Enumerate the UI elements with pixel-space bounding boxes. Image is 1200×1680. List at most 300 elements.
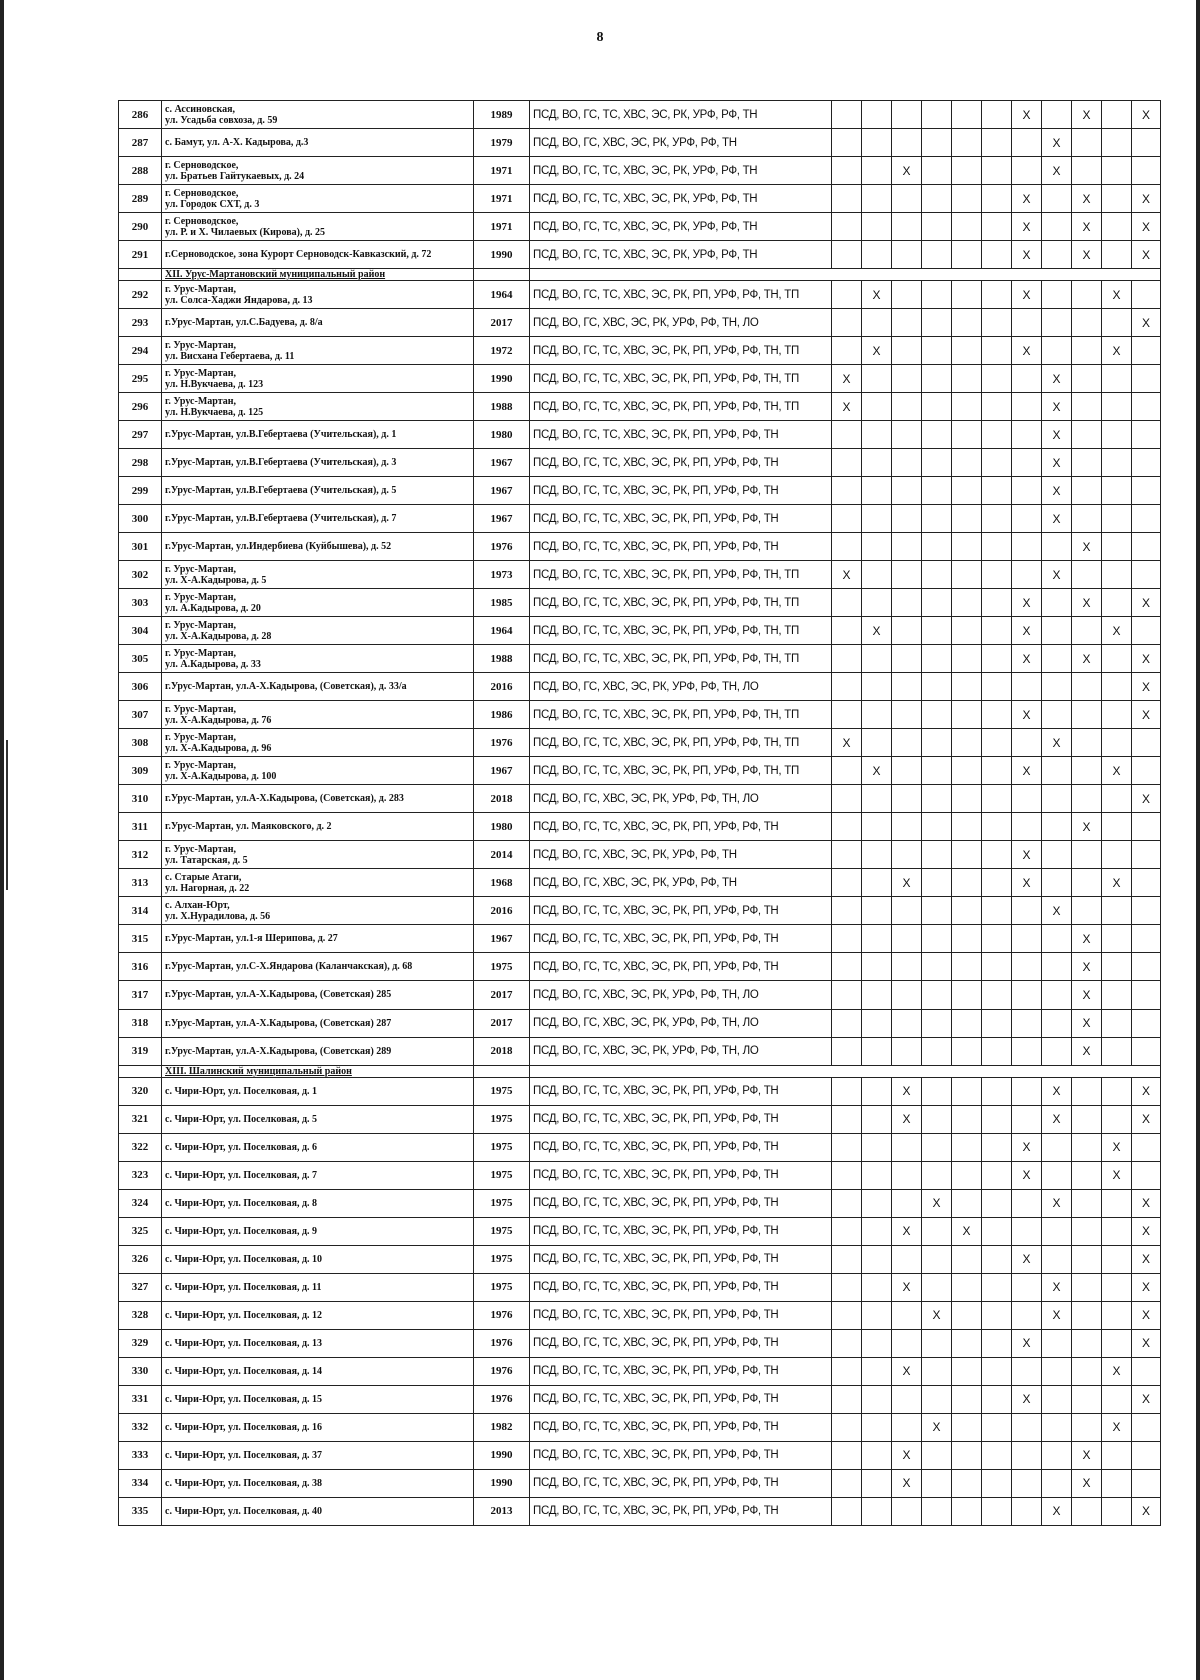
mark-cell xyxy=(952,1385,982,1413)
mark-cell xyxy=(862,813,892,841)
year-cell: 1967 xyxy=(474,925,530,953)
x-mark: X xyxy=(892,1077,922,1105)
address-cell xyxy=(162,365,474,393)
x-mark: X xyxy=(1072,185,1102,213)
mark-cell xyxy=(922,1037,952,1065)
mark-cell xyxy=(922,129,952,157)
mark-cell xyxy=(832,869,862,897)
mark-cell xyxy=(982,1469,1012,1497)
mark-cell xyxy=(1072,617,1102,645)
mark-cell xyxy=(832,1273,862,1301)
mark-cell xyxy=(952,589,982,617)
works-list-cell: ПСД, ВО, ГС, ТС, ХВС, ЭС, РК, РП, УРФ, РФ, ТН xyxy=(530,533,832,561)
x-mark: X xyxy=(1132,785,1161,813)
mark-cell xyxy=(862,785,892,813)
x-mark: X xyxy=(862,617,892,645)
row-number: 300 xyxy=(119,505,162,533)
mark-cell xyxy=(1102,505,1132,533)
x-mark: X xyxy=(1132,1245,1161,1273)
row-number: 325 xyxy=(119,1217,162,1245)
address-line: с. Алхан-Юрт, xyxy=(165,899,230,911)
x-mark: X xyxy=(1042,477,1072,505)
mark-cell xyxy=(892,561,922,589)
mark-cell xyxy=(952,1273,982,1301)
address-line: г. Серноводское, xyxy=(165,187,239,199)
row-number: 335 xyxy=(119,1497,162,1525)
housing-register-table xyxy=(118,100,1161,1526)
mark-cell xyxy=(1042,589,1072,617)
x-mark: X xyxy=(922,1301,952,1329)
mark-cell xyxy=(832,785,862,813)
mark-cell xyxy=(922,309,952,337)
x-mark: X xyxy=(1072,813,1102,841)
year-cell: 1979 xyxy=(474,129,530,157)
works-list-cell: ПСД, ВО, ГС, ТС, ХВС, ЭС, РК, УРФ, РФ, ТН xyxy=(530,185,832,213)
x-mark: X xyxy=(1042,449,1072,477)
x-mark: X xyxy=(1132,101,1161,129)
mark-cell xyxy=(1012,505,1042,533)
mark-cell xyxy=(1072,1413,1102,1441)
works-list-cell: ПСД, ВО, ГС, ТС, ХВС, ЭС, РК, РП, УРФ, РФ, ТН, ТП xyxy=(530,701,832,729)
x-mark: X xyxy=(1102,337,1132,365)
year-cell: 1976 xyxy=(474,1329,530,1357)
address-line: г.Урус-Мартан, ул.В.Гебертаева (Учительская), д. 3 xyxy=(165,457,397,469)
mark-cell xyxy=(982,785,1012,813)
row-number: 320 xyxy=(119,1077,162,1105)
mark-cell xyxy=(982,561,1012,589)
mark-cell xyxy=(1072,897,1102,925)
mark-cell xyxy=(982,953,1012,981)
x-mark: X xyxy=(1012,101,1042,129)
mark-cell xyxy=(892,185,922,213)
mark-cell xyxy=(1072,1217,1102,1245)
mark-cell xyxy=(982,813,1012,841)
mark-cell xyxy=(952,561,982,589)
year-cell: 2016 xyxy=(474,897,530,925)
mark-cell xyxy=(982,757,1012,785)
mark-cell xyxy=(1012,813,1042,841)
mark-cell xyxy=(832,953,862,981)
mark-cell xyxy=(862,157,892,185)
mark-cell xyxy=(892,1385,922,1413)
mark-cell xyxy=(1072,1497,1102,1525)
mark-cell xyxy=(832,1329,862,1357)
mark-cell xyxy=(862,1189,892,1217)
mark-cell xyxy=(1072,869,1102,897)
mark-cell xyxy=(982,185,1012,213)
table-row xyxy=(119,1329,1161,1357)
mark-cell xyxy=(832,281,862,309)
mark-cell xyxy=(862,1037,892,1065)
row-number: 329 xyxy=(119,1329,162,1357)
x-mark: X xyxy=(1012,185,1042,213)
mark-cell xyxy=(832,213,862,241)
x-mark: X xyxy=(1042,157,1072,185)
mark-cell xyxy=(922,1133,952,1161)
mark-cell xyxy=(982,1217,1012,1245)
mark-cell xyxy=(832,1413,862,1441)
mark-cell xyxy=(1102,101,1132,129)
table-row xyxy=(119,1105,1161,1133)
mark-cell xyxy=(862,241,892,269)
year-cell: 1976 xyxy=(474,533,530,561)
mark-cell xyxy=(1102,241,1132,269)
mark-cell xyxy=(1042,1133,1072,1161)
works-list-cell: ПСД, ВО, ГС, ХВС, ЭС, РК, УРФ, РФ, ТН xyxy=(530,841,832,869)
mark-cell xyxy=(1102,981,1132,1009)
mark-cell xyxy=(922,1161,952,1189)
works-list-cell: ПСД, ВО, ГС, ТС, ХВС, ЭС, РК, УРФ, РФ, ТН xyxy=(530,213,832,241)
mark-cell xyxy=(1012,1037,1042,1065)
mark-cell xyxy=(982,1161,1012,1189)
table-row xyxy=(119,365,1161,393)
x-mark: X xyxy=(1072,1037,1102,1065)
x-mark: X xyxy=(1072,241,1102,269)
mark-cell xyxy=(1132,365,1161,393)
mark-cell xyxy=(1012,1273,1042,1301)
address-line: г. Серноводское, xyxy=(165,159,239,171)
row-number: 327 xyxy=(119,1273,162,1301)
address-line: ул. Х-А.Кадырова, д. 100 xyxy=(165,770,277,782)
address-line: ул. Р. и Х. Чилаевых (Кирова), д. 25 xyxy=(165,226,326,238)
mark-cell xyxy=(1132,897,1161,925)
address-line: ул. А.Кадырова, д. 20 xyxy=(165,602,261,614)
mark-cell xyxy=(1072,129,1102,157)
x-mark: X xyxy=(1102,869,1132,897)
mark-cell xyxy=(1012,981,1042,1009)
x-mark: X xyxy=(1132,1385,1161,1413)
section-title: XIII. Шалинский муниципальный район xyxy=(162,1065,474,1077)
mark-cell xyxy=(892,813,922,841)
table-row xyxy=(119,1009,1161,1037)
mark-cell xyxy=(1012,1413,1042,1441)
row-number: 287 xyxy=(119,129,162,157)
address-line: с. Чири-Юрт, ул. Поселковая, д. 10 xyxy=(165,1253,323,1265)
mark-cell xyxy=(952,1413,982,1441)
works-list-cell: ПСД, ВО, ГС, ТС, ХВС, ЭС, РК, РП, УРФ, РФ, ТН, ТП xyxy=(530,337,832,365)
row-number: 326 xyxy=(119,1245,162,1273)
row-number: 305 xyxy=(119,645,162,673)
address-line: ул. А.Кадырова, д. 33 xyxy=(165,658,261,670)
x-mark: X xyxy=(1132,1273,1161,1301)
year-cell: 2014 xyxy=(474,841,530,869)
x-mark: X xyxy=(1012,337,1042,365)
mark-cell xyxy=(1072,157,1102,185)
address-line: г. Урус-Мартан, xyxy=(165,647,236,659)
mark-cell xyxy=(832,1357,862,1385)
mark-cell xyxy=(982,645,1012,673)
address-line: г. Урус-Мартан, xyxy=(165,731,236,743)
x-mark: X xyxy=(1132,1301,1161,1329)
works-list-cell: ПСД, ВО, ГС, ТС, ХВС, ЭС, РК, РП, УРФ, РФ, ТН xyxy=(530,1105,832,1133)
row-number: 308 xyxy=(119,729,162,757)
address-cell xyxy=(162,1009,474,1037)
mark-cell xyxy=(892,449,922,477)
row-number: 324 xyxy=(119,1189,162,1217)
mark-cell xyxy=(1072,841,1102,869)
mark-cell xyxy=(952,309,982,337)
mark-cell xyxy=(892,1301,922,1329)
mark-cell xyxy=(1102,673,1132,701)
mark-cell xyxy=(922,953,952,981)
works-list-cell: ПСД, ВО, ГС, ТС, ХВС, ЭС, РК, РП, УРФ, РФ, ТН xyxy=(530,449,832,477)
mark-cell xyxy=(922,645,952,673)
address-line: ул. Висхана Гебертаева, д. 11 xyxy=(165,350,295,362)
x-mark: X xyxy=(1012,1161,1042,1189)
x-mark: X xyxy=(1072,213,1102,241)
x-mark: X xyxy=(1132,185,1161,213)
year-cell: 1982 xyxy=(474,1413,530,1441)
x-mark: X xyxy=(892,157,922,185)
address-cell xyxy=(162,129,474,157)
mark-cell xyxy=(892,673,922,701)
address-line: с. Бамут, ул. А-Х. Кадырова, д.3 xyxy=(165,137,309,149)
x-mark: X xyxy=(1042,365,1072,393)
mark-cell xyxy=(862,1009,892,1037)
mark-cell xyxy=(922,1441,952,1469)
mark-cell xyxy=(1012,129,1042,157)
mark-cell xyxy=(862,213,892,241)
mark-cell xyxy=(1102,1385,1132,1413)
mark-cell xyxy=(982,1301,1012,1329)
row-number: 306 xyxy=(119,673,162,701)
year-cell: 2018 xyxy=(474,1037,530,1065)
mark-cell xyxy=(1042,645,1072,673)
row-number: 298 xyxy=(119,449,162,477)
x-mark: X xyxy=(1072,101,1102,129)
x-mark: X xyxy=(952,1217,982,1245)
mark-cell xyxy=(922,785,952,813)
section-title: XII. Урус-Мартановский муниципальный район xyxy=(162,269,474,281)
mark-cell xyxy=(862,1469,892,1497)
mark-cell xyxy=(832,1301,862,1329)
mark-cell xyxy=(1042,1329,1072,1357)
mark-cell xyxy=(862,1357,892,1385)
row-number: 309 xyxy=(119,757,162,785)
mark-cell xyxy=(1132,869,1161,897)
address-line: г.Урус-Мартан, ул.Индербиева (Куйбышева), д. 52 xyxy=(165,541,392,553)
year-cell: 1975 xyxy=(474,1245,530,1273)
table-row xyxy=(119,393,1161,421)
x-mark: X xyxy=(832,729,862,757)
table-row xyxy=(119,449,1161,477)
section-rest-cell xyxy=(530,269,1161,281)
mark-cell xyxy=(982,1105,1012,1133)
table-row xyxy=(119,421,1161,449)
row-number: 314 xyxy=(119,897,162,925)
table-row xyxy=(119,1245,1161,1273)
row-number: 331 xyxy=(119,1385,162,1413)
mark-cell xyxy=(1102,1105,1132,1133)
address-line: г.Урус-Мартан, ул.А-Х.Кадырова, (Советская) 287 xyxy=(165,1017,392,1029)
address-line: ул. Усадьба совхоза, д. 59 xyxy=(165,114,278,126)
mark-cell xyxy=(982,505,1012,533)
row-number: 310 xyxy=(119,785,162,813)
mark-cell xyxy=(892,1009,922,1037)
mark-cell xyxy=(982,1413,1012,1441)
row-number: 334 xyxy=(119,1469,162,1497)
mark-cell xyxy=(1072,309,1102,337)
mark-cell xyxy=(1042,953,1072,981)
row-number: 322 xyxy=(119,1133,162,1161)
year-cell: 1988 xyxy=(474,645,530,673)
mark-cell xyxy=(1132,1133,1161,1161)
year-cell: 2017 xyxy=(474,1009,530,1037)
mark-cell xyxy=(1012,1469,1042,1497)
mark-cell xyxy=(1102,421,1132,449)
mark-cell xyxy=(862,533,892,561)
mark-cell xyxy=(982,309,1012,337)
mark-cell xyxy=(922,617,952,645)
mark-cell xyxy=(1072,505,1102,533)
mark-cell xyxy=(1102,213,1132,241)
address-cell xyxy=(162,561,474,589)
mark-cell xyxy=(1072,1189,1102,1217)
mark-cell xyxy=(1072,561,1102,589)
mark-cell xyxy=(1102,813,1132,841)
mark-cell xyxy=(1012,897,1042,925)
row-number: 307 xyxy=(119,701,162,729)
address-cell xyxy=(162,1273,474,1301)
mark-cell xyxy=(832,981,862,1009)
address-line: ул. Х-А.Кадырова, д. 96 xyxy=(165,742,272,754)
mark-cell xyxy=(922,981,952,1009)
mark-cell xyxy=(862,729,892,757)
mark-cell xyxy=(1102,185,1132,213)
mark-cell xyxy=(832,1161,862,1189)
mark-cell xyxy=(922,365,952,393)
mark-cell xyxy=(862,645,892,673)
mark-cell xyxy=(862,981,892,1009)
mark-cell xyxy=(832,1469,862,1497)
mark-cell xyxy=(1132,157,1161,185)
mark-cell xyxy=(862,393,892,421)
mark-cell xyxy=(832,185,862,213)
mark-cell xyxy=(1102,841,1132,869)
mark-cell xyxy=(862,1133,892,1161)
address-line: г. Урус-Мартан, xyxy=(165,283,236,295)
address-cell xyxy=(162,213,474,241)
mark-cell xyxy=(1102,1469,1132,1497)
address-line: ул. Н.Вукчаева, д. 123 xyxy=(165,378,264,390)
address-cell xyxy=(162,393,474,421)
address-cell xyxy=(162,841,474,869)
works-list-cell: ПСД, ВО, ГС, ХВС, ЭС, РК, УРФ, РФ, ТН, ЛО xyxy=(530,1009,832,1037)
table-row xyxy=(119,869,1161,897)
mark-cell xyxy=(892,309,922,337)
mark-cell xyxy=(1042,1385,1072,1413)
year-cell: 1973 xyxy=(474,561,530,589)
mark-cell xyxy=(1072,1385,1102,1413)
mark-cell xyxy=(1072,365,1102,393)
mark-cell xyxy=(982,421,1012,449)
mark-cell xyxy=(922,157,952,185)
mark-cell xyxy=(1132,421,1161,449)
address-line: с. Чири-Юрт, ул. Поселковая, д. 6 xyxy=(165,1141,318,1153)
year-cell: 1975 xyxy=(474,1105,530,1133)
row-number: 315 xyxy=(119,925,162,953)
address-line: с. Чири-Юрт, ул. Поселковая, д. 38 xyxy=(165,1477,323,1489)
table-row xyxy=(119,701,1161,729)
x-mark: X xyxy=(1072,981,1102,1009)
year-cell: 1971 xyxy=(474,185,530,213)
mark-cell xyxy=(1132,729,1161,757)
mark-cell xyxy=(832,449,862,477)
mark-cell xyxy=(1012,953,1042,981)
works-list-cell: ПСД, ВО, ГС, ТС, ХВС, ЭС, РК, РП, УРФ, РФ, ТН, ТП xyxy=(530,617,832,645)
x-mark: X xyxy=(862,757,892,785)
table-row xyxy=(119,1441,1161,1469)
x-mark: X xyxy=(1132,1077,1161,1105)
row-number: 319 xyxy=(119,1037,162,1065)
year-cell: 1967 xyxy=(474,477,530,505)
mark-cell xyxy=(1042,1357,1072,1385)
mark-cell xyxy=(1132,1009,1161,1037)
mark-cell xyxy=(1132,617,1161,645)
works-list-cell: ПСД, ВО, ГС, ТС, ХВС, ЭС, РК, РП, УРФ, РФ, ТН xyxy=(530,1301,832,1329)
mark-cell xyxy=(952,981,982,1009)
mark-cell xyxy=(862,869,892,897)
mark-cell xyxy=(862,185,892,213)
mark-cell xyxy=(892,337,922,365)
x-mark: X xyxy=(832,365,862,393)
mark-cell xyxy=(1042,533,1072,561)
address-cell xyxy=(162,813,474,841)
section-year-cell xyxy=(474,1065,530,1077)
x-mark: X xyxy=(1012,841,1042,869)
mark-cell xyxy=(1072,757,1102,785)
mark-cell xyxy=(952,645,982,673)
address-cell xyxy=(162,1189,474,1217)
mark-cell xyxy=(862,449,892,477)
address-line: г.Серноводское, зона Курорт Серноводск-Кавказский, д. 72 xyxy=(165,249,432,261)
table-row xyxy=(119,129,1161,157)
mark-cell xyxy=(1072,673,1102,701)
x-mark: X xyxy=(1012,1133,1042,1161)
mark-cell xyxy=(982,1441,1012,1469)
mark-cell xyxy=(1132,1037,1161,1065)
x-mark: X xyxy=(1072,533,1102,561)
address-cell xyxy=(162,1077,474,1105)
x-mark: X xyxy=(1012,213,1042,241)
mark-cell xyxy=(1042,841,1072,869)
works-list-cell: ПСД, ВО, ГС, ТС, ХВС, ЭС, РК, РП, УРФ, РФ, ТН xyxy=(530,813,832,841)
x-mark: X xyxy=(1132,673,1161,701)
year-cell: 1964 xyxy=(474,281,530,309)
x-mark: X xyxy=(1132,241,1161,269)
mark-cell xyxy=(1042,213,1072,241)
section-num-cell xyxy=(119,269,162,281)
works-list-cell: ПСД, ВО, ГС, ТС, ХВС, ЭС, РК, РП, УРФ, РФ, ТН xyxy=(530,1245,832,1273)
works-list-cell: ПСД, ВО, ГС, ТС, ХВС, ЭС, РК, РП, УРФ, РФ, ТН xyxy=(530,477,832,505)
address-cell xyxy=(162,729,474,757)
mark-cell xyxy=(1042,869,1072,897)
works-list-cell: ПСД, ВО, ГС, ТС, ХВС, ЭС, РК, РП, УРФ, РФ, ТН xyxy=(530,953,832,981)
mark-cell xyxy=(892,129,922,157)
mark-cell xyxy=(1042,757,1072,785)
mark-cell xyxy=(832,617,862,645)
address-cell xyxy=(162,1497,474,1525)
mark-cell xyxy=(952,1161,982,1189)
mark-cell xyxy=(1132,757,1161,785)
mark-cell xyxy=(1102,1189,1132,1217)
mark-cell xyxy=(862,897,892,925)
mark-cell xyxy=(982,1037,1012,1065)
mark-cell xyxy=(1042,185,1072,213)
mark-cell xyxy=(892,533,922,561)
row-number: 299 xyxy=(119,477,162,505)
works-list-cell: ПСД, ВО, ГС, ТС, ХВС, ЭС, РК, РП, УРФ, РФ, ТН, ТП xyxy=(530,365,832,393)
